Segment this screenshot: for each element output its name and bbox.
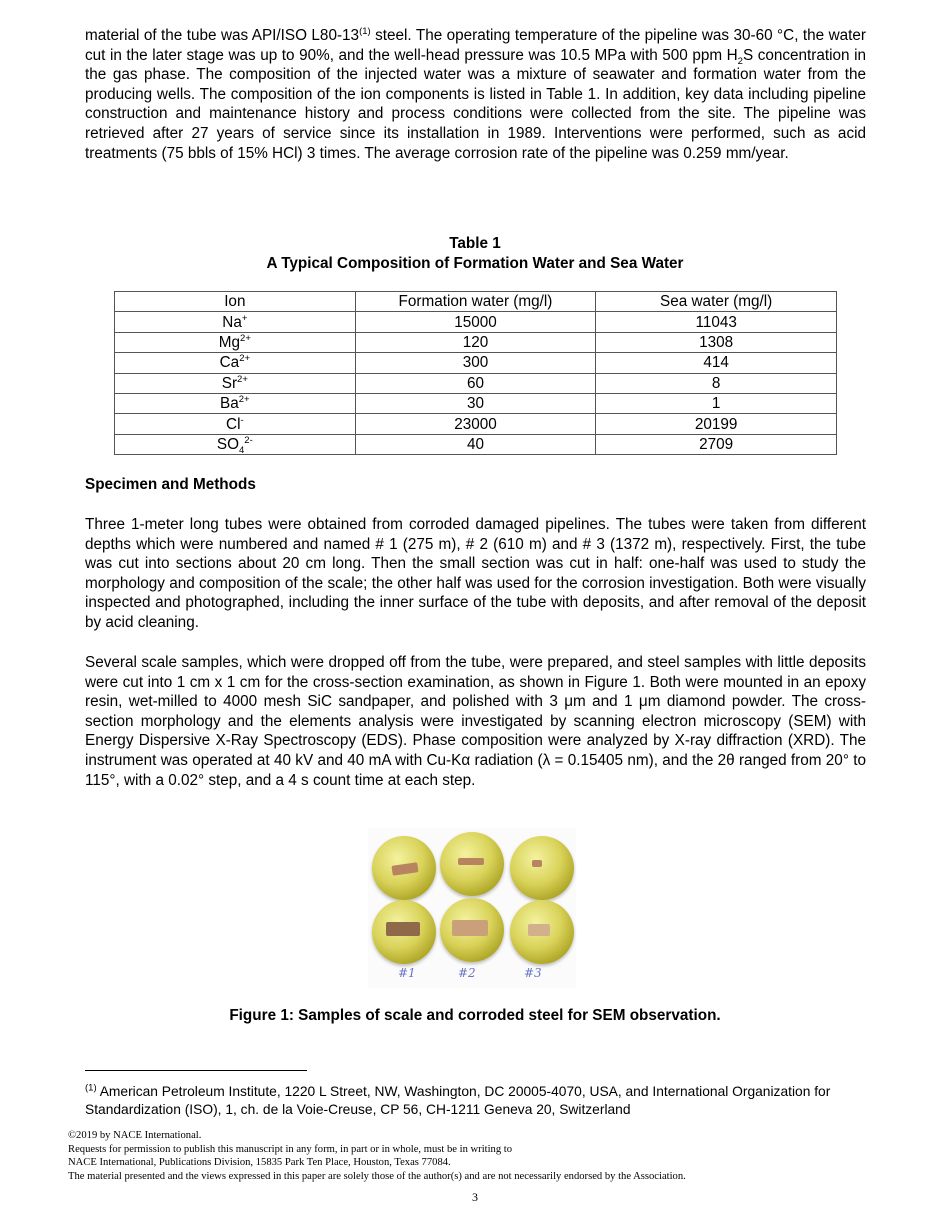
ion-charge: 2- (244, 434, 253, 446)
ion-cell (115, 373, 356, 393)
legal-line: Requests for permission to publish this manuscript in any form, in part or in whole, must be in writing to (68, 1143, 513, 1155)
sample-label: #3 (524, 966, 542, 980)
table-row (115, 332, 837, 352)
formation-water-cell: 23000 (355, 414, 596, 434)
table-row (115, 434, 837, 454)
ion-charge: 2+ (237, 373, 248, 385)
copyright-notice (68, 1129, 686, 1183)
sea-water-cell: 1 (596, 393, 837, 413)
figure-caption: Figure 1: Samples of scale and corroded steel for SEM observation. (229, 1007, 721, 1024)
table-row (115, 393, 837, 413)
column-header: Sea water (mg/l) (596, 292, 837, 312)
table-label: Table 1 (449, 235, 501, 252)
ion-composition-table (114, 291, 837, 455)
ion-symbol: Sr (221, 374, 238, 392)
footnote-text: American Petroleum Institute, 1220 L Street, NW, Washington, DC 20005-4070, USA, and International Organization for Standardization (ISO), 1, ch. de la Voie-Creuse, CP 56, CH-1211 Geneva 20, Switzerland (85, 1084, 831, 1117)
ion-symbol: Na (222, 313, 242, 331)
formation-water-cell: 300 (355, 353, 596, 373)
ion-symbol: Cl (226, 415, 241, 433)
legal-line: NACE International, Publications Division, 15835 Park Ten Place, Houston, Texas 77084. (68, 1157, 451, 1169)
formation-water-cell: 30 (355, 393, 596, 413)
sample-label: #1 (398, 966, 416, 980)
ion-cell (115, 393, 356, 413)
sea-water-cell: 8 (596, 373, 837, 393)
ion-subscript: 4 (239, 444, 245, 456)
formation-water-cell: 15000 (355, 312, 596, 332)
footnote-marker: (1) (85, 1082, 97, 1094)
steel-sample (452, 920, 488, 936)
intro-text-part: material of the tube was API/ISO L80-13 (85, 27, 360, 44)
formation-water-cell: 120 (355, 332, 596, 352)
section-heading: Specimen and Methods (85, 476, 256, 493)
ion-cell (115, 353, 356, 373)
footnote-reference: (1) (359, 25, 371, 37)
steel-sample (458, 858, 484, 865)
legal-line: ©2019 by NACE International. (68, 1130, 202, 1141)
legal-line: The material presented and the views expressed in this paper are solely those of the author(s) and are not necessarily endorsed by the Association. (68, 1170, 686, 1182)
ion-cell (115, 312, 356, 332)
intro-text-part: S concentration in the gas phase. The composition of the injected water was a mixture of seawater and formation water from the producing wells. The composition of the ion components is listed in Table 1. In addition, key data including pipeline construction and maintenance history and process conditions were collected from the site. The pipeline was retrieved after 27 years of service since its installation in 1989. Interventions were performed, such as acid treatments (75 bbls of 15% HCl) 3 times. The average corrosion rate of the pipeline was 0.259 mm/year. (85, 46, 867, 162)
ion-symbol: Mg (218, 333, 241, 351)
footnote (85, 1083, 855, 1118)
sample-photo (368, 828, 576, 988)
steel-sample (528, 924, 550, 936)
footnote-divider (85, 1070, 307, 1071)
table-row (115, 414, 837, 434)
ion-charge: - (240, 414, 244, 426)
ion-symbol: SO (216, 435, 239, 453)
ion-charge: 2+ (240, 332, 251, 344)
ion-symbol: Ca (219, 354, 240, 372)
ion-cell (115, 434, 356, 454)
steel-sample (532, 860, 542, 867)
ion-cell (115, 414, 356, 434)
ion-charge: 2+ (239, 353, 251, 365)
column-header: Formation water (mg/l) (355, 292, 596, 312)
table-row (115, 353, 837, 373)
table-header-row (115, 292, 837, 312)
methods-paragraph-1: Three 1-meter long tubes were obtained from corroded damaged pipelines. The tubes were taken from different depths which were numbered and named # 1 (275 m), # 2 (610 m) and # 3 (1372 m), respectively. First, the tube was cut into sections about 20 cm long. Then the small section was cut in half: one-half was used to study the morphology and composition of the scale; the other half was used for the corrosion investigation. Both were visually inspected and photographed, including the inner surface of the tube with deposits, and after removal of the deposit by acid cleaning. (85, 516, 866, 631)
steel-sample (386, 922, 420, 936)
ion-charge: + (241, 312, 248, 324)
sea-water-cell: 1308 (596, 332, 837, 352)
ion-cell (115, 332, 356, 352)
formation-water-cell: 60 (355, 373, 596, 393)
ion-symbol: Ba (220, 395, 239, 413)
sea-water-cell: 2709 (596, 434, 837, 454)
column-header: Ion (115, 292, 356, 312)
sample-puck (510, 836, 574, 900)
methods-paragraph-2: Several scale samples, which were dropped off from the tube, were prepared, and steel samples with little deposits were cut into 1 cm x 1 cm for the cross-section examination, as shown in Figure 1. Both were mounted in an epoxy resin, wet-milled to 4000 mesh SiC sandpaper, and polished with 3 μm and 1 μm diamond powder. The cross-section morphology and the elements analysis were investigated by scanning electron microscopy (SEM) with Energy Dispersive X-Ray Spectroscopy (EDS). Phase composition were analyzed by X-ray diffraction (XRD). The instrument was operated at 40 kV and 40 mA with Cu-Kα radiation (λ = 0.15405 nm), and the 2θ ranged from 20° to 115°, with a 0.02° step, and a 4 s count time at each step. (85, 654, 866, 789)
intro-paragraph (85, 26, 866, 163)
page-number: 3 (472, 1190, 478, 1204)
table-title: A Typical Composition of Formation Water and Sea Water (266, 255, 684, 272)
sea-water-cell: 20199 (596, 414, 837, 434)
table-row (115, 312, 837, 332)
intro-text-part: steel. The operating temperature of the pipeline was 30-60 °C, the water cut in the later stage was up to 90%, and the well-head pressure was 10.5 MPa with 500 ppm H (85, 27, 866, 64)
subscript: 2 (737, 55, 743, 67)
formation-water-cell: 40 (355, 434, 596, 454)
sea-water-cell: 414 (596, 353, 837, 373)
table-row (115, 373, 837, 393)
ion-charge: 2+ (238, 394, 250, 406)
sea-water-cell: 11043 (596, 312, 837, 332)
sample-label: #2 (458, 966, 476, 980)
